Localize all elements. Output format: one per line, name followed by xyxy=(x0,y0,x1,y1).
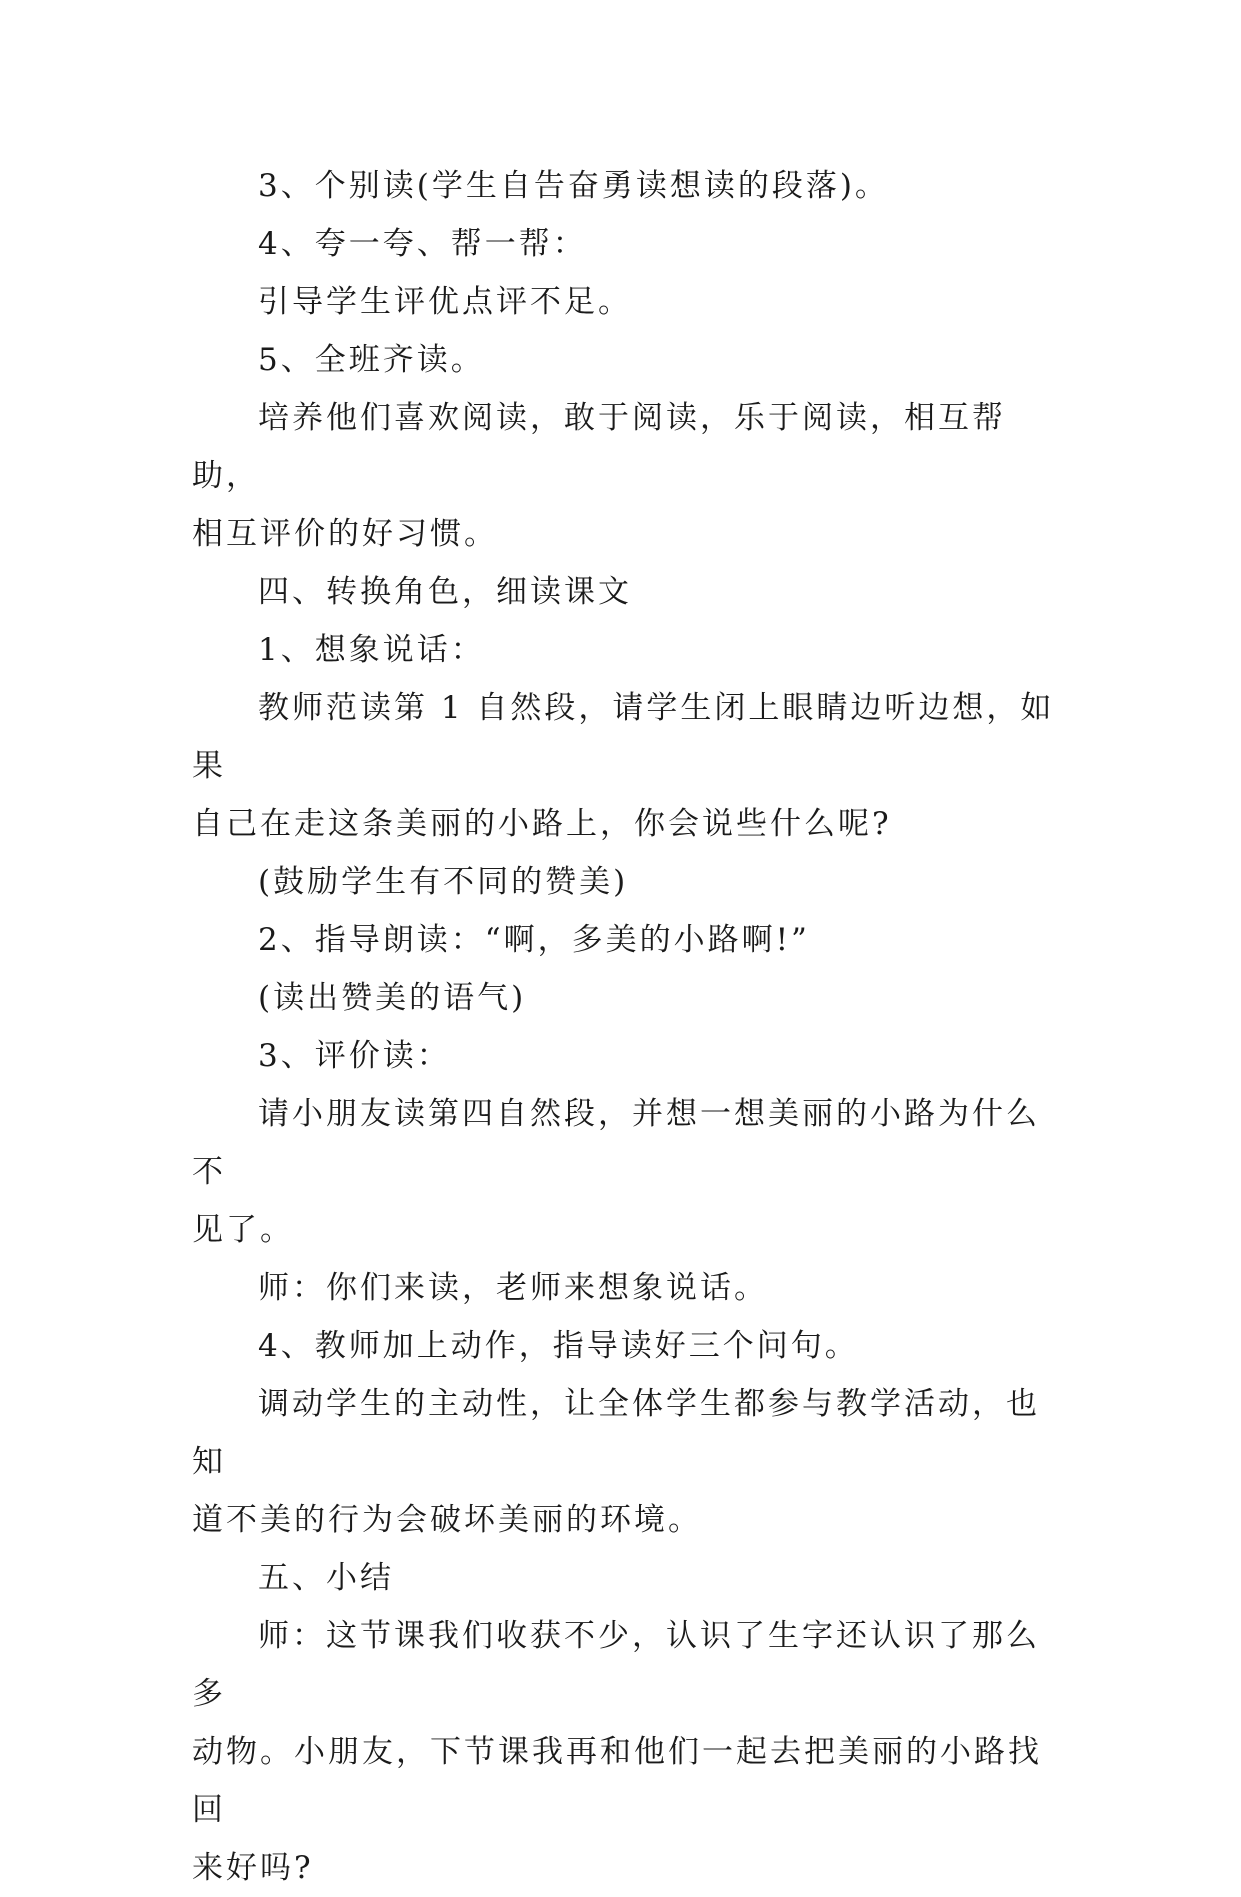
paragraph-line: 师：你们来读，老师来想象说话。 xyxy=(258,1270,768,1306)
paragraph-line: 道不美的行为会破坏美丽的环境。 xyxy=(192,1502,702,1538)
paragraph-line: 见了。 xyxy=(192,1212,294,1248)
paragraph-line: (读出赞美的语气) xyxy=(258,980,527,1016)
paragraph-line: (鼓励学生有不同的赞美) xyxy=(258,864,629,900)
paragraph-line: 来好吗? xyxy=(192,1850,314,1886)
paragraph xyxy=(192,331,1072,389)
paragraph-line: 五、小结 xyxy=(258,1560,394,1596)
document-body xyxy=(192,157,1072,1897)
paragraph xyxy=(192,1549,1072,1607)
paragraph xyxy=(192,911,1072,969)
paragraph-line: 引导学生评优点评不足。 xyxy=(258,284,632,320)
paragraph-line: 动物。小朋友，下节课我再和他们一起去把美丽的小路找回 xyxy=(192,1734,1042,1828)
paragraph xyxy=(192,1375,1072,1549)
paragraph-line: 4、夸一夸、帮一帮： xyxy=(258,226,587,262)
paragraph-line: 3、评价读： xyxy=(258,1038,451,1074)
paragraph xyxy=(192,215,1072,273)
paragraph-line: 培养他们喜欢阅读，敢于阅读，乐于阅读，相互帮助， xyxy=(192,400,1006,494)
paragraph-line: 4、教师加上动作，指导读好三个问句。 xyxy=(258,1328,859,1364)
paragraph-line: 自己在走这条美丽的小路上，你会说些什么呢? xyxy=(192,806,892,842)
paragraph xyxy=(192,1317,1072,1375)
paragraph xyxy=(192,621,1072,679)
paragraph-line: 5、全班齐读。 xyxy=(258,342,485,378)
paragraph-line: 3、个别读(学生自告奋勇读想读的段落)。 xyxy=(258,168,889,204)
paragraph xyxy=(192,853,1072,911)
paragraph xyxy=(192,1259,1072,1317)
paragraph xyxy=(192,157,1072,215)
paragraph xyxy=(192,273,1072,331)
paragraph xyxy=(192,1027,1072,1085)
paragraph-line: 请小朋友读第四自然段，并想一想美丽的小路为什么不 xyxy=(192,1096,1040,1190)
paragraph xyxy=(192,389,1072,563)
paragraph xyxy=(192,1085,1072,1259)
paragraph xyxy=(192,1607,1072,1897)
paragraph xyxy=(192,563,1072,621)
paragraph-line: 教师范读第 1 自然段，请学生闭上眼睛边听边想，如果 xyxy=(192,690,1055,784)
paragraph-line: 相互评价的好习惯。 xyxy=(192,516,498,552)
paragraph xyxy=(192,679,1072,853)
paragraph-line: 调动学生的主动性，让全体学生都参与教学活动，也知 xyxy=(192,1386,1040,1480)
paragraph xyxy=(192,969,1072,1027)
paragraph-line: 2、指导朗读：“啊，多美的小路啊!” xyxy=(258,922,810,958)
paragraph-line: 1、想象说话： xyxy=(258,632,485,668)
paragraph-line: 师：这节课我们收获不少，认识了生字还认识了那么多 xyxy=(192,1618,1040,1712)
paragraph-line: 四、转换角色，细读课文 xyxy=(258,574,632,610)
